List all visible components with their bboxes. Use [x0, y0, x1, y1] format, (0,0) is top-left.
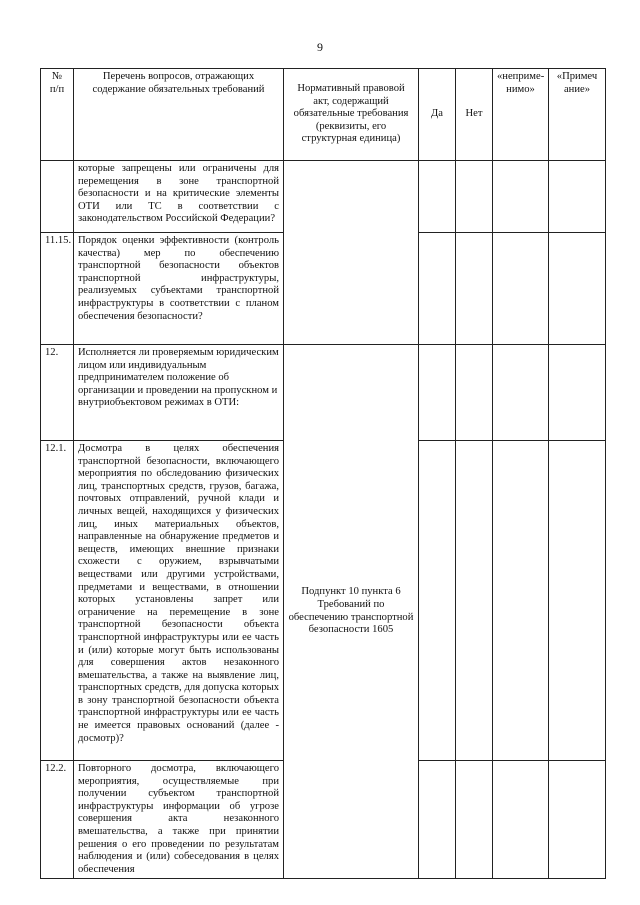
row-number: 12.2. [41, 761, 74, 879]
table-header-row [41, 69, 606, 161]
cell-yes[interactable] [419, 345, 456, 441]
cell-note[interactable] [549, 441, 606, 761]
table-row [41, 345, 606, 441]
cell-na[interactable] [493, 441, 549, 761]
cell-yes[interactable] [419, 441, 456, 761]
cell-no[interactable] [456, 233, 493, 345]
cell-no[interactable] [456, 761, 493, 879]
cell-na[interactable] [493, 761, 549, 879]
table-row [41, 161, 606, 233]
header-yes: Да [419, 69, 456, 161]
cell-note[interactable] [549, 161, 606, 233]
header-na: «непримe-нимо» [493, 69, 549, 161]
header-note: «Примеч ание» [549, 69, 606, 161]
checklist-table [40, 68, 606, 879]
cell-na[interactable] [493, 161, 549, 233]
row-number: 12.1. [41, 441, 74, 761]
header-act: Нормативный правовой акт, содержащий обязательные требования (реквизиты, его структурная единица) [284, 69, 419, 161]
header-questions: Перечень вопросов, отражающих содержание обязательных требований [74, 69, 284, 161]
cell-no[interactable] [456, 441, 493, 761]
header-no: Нет [456, 69, 493, 161]
page-number: 9 [317, 40, 323, 54]
row-question: Порядок оценки эффективности (контроль качества) мер по обеспечению транспортной безопасности объектов транспортной инфраструктуры, реализуемых субъектами транспортной инфраструктуры в соответствии с планом обеспечения безопасности? [74, 233, 284, 345]
cell-note[interactable] [549, 233, 606, 345]
row-question: Повторного досмотра, включающего мероприятия, осуществляемые при получении субъектом транспортной инфраструктуры информации об угрозе совершения акта незаконного вмешательства, а также при принятии решения о его проведении по результатам наблюдения и (или) собеседования в целях обеспечения [74, 761, 284, 879]
cell-no[interactable] [456, 161, 493, 233]
act-reference: Подпункт 10 пункта 6 Требований по обеспечению транспортной безопасности 1605 [284, 345, 419, 879]
cell-yes[interactable] [419, 233, 456, 345]
cell-yes[interactable] [419, 161, 456, 233]
row-number: 12. [41, 345, 74, 441]
row-number: 11.15. [41, 233, 74, 345]
cell-na[interactable] [493, 233, 549, 345]
cell-no[interactable] [456, 345, 493, 441]
row-question: которые запрещены или ограничены для перемещения в зоне транспортной безопасности и на критические элементы ОТИ или ТС в соответствии с законодательством Российской Федерации? [74, 161, 284, 233]
header-num: № п/п [41, 69, 74, 161]
row-question: Исполняется ли проверяемым юридическим лицом или индивидуальным предпринимателем положение об организации и проведении на пропускном и внутриобъектовом режимах в ОТИ: [74, 345, 284, 441]
row-question: Досмотра в целях обеспечения транспортной безопасности, включающего мероприятия по обследованию физических лиц, транспортных средств, грузов, багажа, почтовых отправлений, ручной клади и личных вещей, находящихся у физических лиц, иных материальных объектов, направленные на обнаружение предметов и веществ, имеющих внешние признаки схожести с оружием, взрывчатыми веществами или другими устройствами, предметами и веществами, в отношении которых установлены запрет или ограничение на перемещение в зоне транспортной безопасности объекта транспортной инфраструктуры или ее часть и (или) которые могут быть использованы для совершения актов незаконного вмешательства, а также на выявление лиц, транспортных средств, для допуска которых в зону транспортной безопасности объекта транспортной инфраструктуры или ее часть не имеется правовых оснований (далее - досмотр)? [74, 441, 284, 761]
cell-note[interactable] [549, 345, 606, 441]
act-cell-empty [284, 161, 419, 345]
cell-note[interactable] [549, 761, 606, 879]
cell-na[interactable] [493, 345, 549, 441]
cell-yes[interactable] [419, 761, 456, 879]
row-number [41, 161, 74, 233]
